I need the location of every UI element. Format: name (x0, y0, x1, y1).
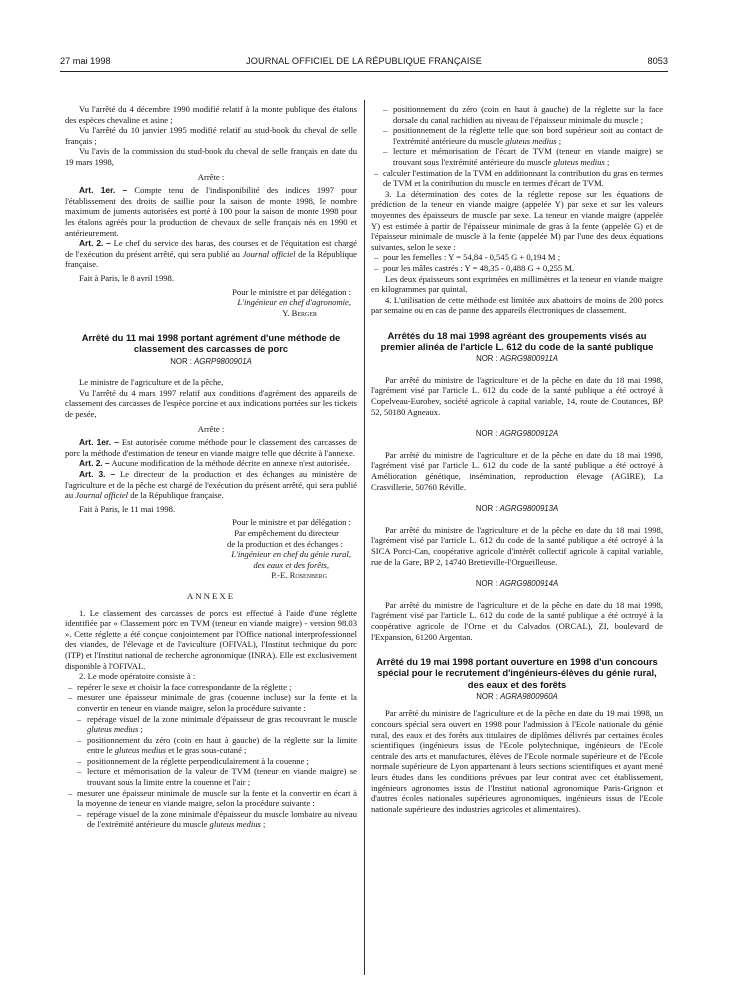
article-label: Art. 2. – (79, 458, 110, 469)
muscle-name: gluteus medius (553, 156, 605, 167)
nor-code: AGRG9800911A (499, 354, 558, 364)
article-label: Art. 2. – (79, 238, 111, 249)
column-divider (364, 100, 365, 975)
annexe-paragraph: 4. L'utilisation de cette méthode est limitée aux abattoirs de moins de 200 porcs par semaine ou en cas de panne des appareils électroniques de classement. (371, 294, 663, 316)
nor-label: NOR : (476, 691, 498, 701)
list-item: – lecture et mémorisation de la valeur de TVM (teneur en viande maigre) se trouvant sous la limite entre la couenne et l'air ; (65, 766, 357, 787)
article-text: Le chef du service des haras, des courses et de l'équitation est chargé de l'exécution du présent arrêté, qui sera publié au (65, 238, 357, 259)
nor-code: AGRG9800912A (499, 429, 559, 439)
equation-item: – pour les mâles castrés : Y = 48,35 - 0,488 G + 0,255 M. (371, 263, 663, 274)
list-item: – repérer le sexe et choisir la face correspondante de la réglette ; (65, 682, 357, 693)
muscle-name: gluteus medius (114, 745, 167, 756)
vu-paragraph: Vu l'arrêté du 4 décembre 1990 modifié relatif à la monte publique des étalons des espèces chevaline et asine ; (65, 104, 357, 125)
signature-name: Y. Berger (282, 307, 317, 318)
decree-paragraph: Par arrêté du ministre de l'agriculture et de la pêche en date du 19 mai 1998, un concours spécial sera ouvert en 1998 pour l'admission à l'Ecole nationale du génie rural, des eaux et des forêts aux titulaires de diplômes délivrés par certaines écoles scientifiques (ingénieurs issus de l'Ecole polytechnique, ingénieurs de l'Ecole centrale des arts et manufactures, élèves de l'Ecole normale supérieure et de l'Ecole normale supérieure de Lyon appartenant à leurs sections scientifiques et ayant mené leurs études dans les conditions prévues par leur contrat avec cet établissement, ingénieurs agronomes issus de l'Institut national agronomique Paris-Grignon et d'autres écoles nationales supérieures agronomiques, ingénieurs issus de l'Ecole nationale supérieure des industries agricoles et alimentaires). (371, 708, 663, 814)
decree-title: Arrêtés du 18 mai 1998 agréant des groupements visés au premier alinéa de l'article L. 612 du code de la santé publique (380, 329, 654, 353)
list-item-text: repérage visuel de la zone minimale d'épaisseur de gras recouvrant le muscle (87, 713, 357, 724)
article-paragraph (65, 469, 357, 501)
arrete-heading: Arrête : (197, 171, 225, 182)
nor-code: AGRG9800914A (499, 579, 559, 589)
vu-paragraph: Vu l'arrêté du 10 janvier 1995 modifié relatif au stud-book du cheval de selle français ; (65, 125, 357, 146)
nor-reference (371, 579, 663, 590)
list-item: – positionnement de la réglette perpendiculairement à la couenne ; (65, 756, 357, 767)
list-item-text: repérage visuel de la zone minimale d'épaisseur du muscle lombaire au niveau de l'extrémité antérieure du muscle (87, 808, 357, 830)
agreement-paragraph: Par arrêté du ministre de l'agriculture et de la pêche en date du 18 mai 1998, l'agrément visé par l'article L. 612 du code de la santé publique a été octroyé à Copelveau-Eurobev, société agricole à capital variable, 14, route de Coutances, BP 52, 50180 Agneaux. (371, 374, 663, 417)
decree-title: Arrêté du 19 mai 1998 portant ouverture en 1998 d'un concours spécial pour le recrutement d'ingénieurs-élèves du génie rural, des eaux et des forêts (376, 656, 658, 690)
procedure-sublist (65, 714, 357, 788)
procedure-sublist (371, 104, 663, 168)
article-text: Compte tenu de l'indisponibilité des indices 1997 pour l'établissement des droits de saillie pour la saison de monte 1998, le nombre maximum de juments autorisées est porté à 100 pour la saison de monte 1998 pour les étalons agréés pour la production de chevaux de selle français nés en 1990 et antérieurement. (65, 185, 357, 238)
list-item-text: positionnement du zéro (coin en haut à gauche) de la réglette sur la limite entre le (87, 734, 357, 756)
nor-reference (371, 504, 663, 515)
article-text: Le directeur de la production et des échanges au ministère de l'agriculture et de la pêche est chargé de l'exécution du présent arrêté, qui sera publié au (65, 469, 357, 501)
list-item: – positionnement du zéro (coin en haut à gauche) de la réglette sur la face dorsale du canal rachidien au niveau de l'épaisseur minimale du muscle ; (371, 104, 663, 125)
decree-title: Arrêté du 11 mai 1998 portant agrément d'une méthode de classement des carcasses de porc (81, 332, 341, 355)
journal-reference: Journal officiel (75, 490, 129, 501)
list-item-text: ; (606, 156, 610, 167)
list-item-text: ; (140, 724, 143, 735)
list-item (371, 125, 663, 146)
journal-reference: Journal officiel (242, 248, 296, 259)
nor-reference (371, 692, 663, 703)
article-text: de la République française. (65, 248, 357, 270)
nor-reference (371, 354, 663, 365)
procedure-list (65, 682, 357, 714)
left-column (65, 104, 357, 830)
signature-title: L'ingénieur en chef du génie rural, (231, 549, 351, 560)
signature-line: de la production et des échanges : (227, 538, 343, 549)
vu-paragraph: Vu l'arrêté du 4 mars 1997 relatif aux conditions d'agrément des appareils de classement des carcasses de l'espèce porcine et aux indications portées sur les tickets de pesée, (65, 387, 357, 420)
signature-line: Pour le ministre et par délégation : (232, 286, 351, 297)
annexe-heading: ANNEXE (186, 590, 236, 601)
date-line: Fait à Paris, le 11 mai 1998. (79, 503, 176, 514)
list-item: – mesurer une épaisseur minimale de gras (couenne incluse) sur la fente et la convertir en teneur en viande maigre, selon la procédure suivante : (65, 692, 357, 713)
article-paragraph (65, 185, 357, 238)
procedure-list (371, 168, 663, 189)
article-label: Art. 1er. – (79, 185, 128, 196)
article-label: Art. 1er. – (79, 437, 119, 448)
date-line: Fait à Paris, le 8 avril 1998. (79, 272, 174, 283)
header-date: 27 mai 1998 (60, 56, 111, 66)
nor-reference (371, 429, 663, 440)
procedure-list (65, 788, 357, 809)
muscle-name: gluteus medius (87, 724, 139, 735)
nor-label: NOR : (476, 354, 498, 364)
procedure-sublist (65, 809, 357, 830)
article-paragraph (65, 437, 357, 458)
equation-list (371, 252, 663, 273)
muscle-name: gluteus medius (209, 819, 261, 830)
agreement-paragraph: Par arrêté du ministre de l'agriculture et de la pêche en date du 18 mai 1998, l'agrément visé par l'article L. 612 du code de la santé publique a été octroyé à Amélioration génétique, insémination, reproduction élevage (AGIRE), La Crasvillerie, 50760 Réville. (371, 449, 663, 492)
article-text: Est autorisée comme méthode pour le classement des carcasses de porc la méthode d'estimation de teneur en viande maigre telle que décrite à l'annexe. (65, 437, 357, 458)
equation-item: – pour les femelles : Y = 54,84 - 0,545 G + 0,194 M ; (371, 252, 663, 263)
signature-line: Pour le ministre et par délégation : (232, 517, 351, 528)
vu-paragraph: Vu l'avis de la commission du stud-book du cheval de selle français en date du 19 mars 1998, (65, 146, 357, 167)
nor-code: AGRA9800960A (500, 691, 558, 701)
annexe-paragraph: 3. La détermination des cotes de la réglette repose sur les équations de prédiction de la teneur en viande maigre (appelée Y) par sexe et sur les valeurs moyennes des épaisseurs de muscle par sexe. La teneur en viande maigre (appelée Y) est estimée à partir de l'épaisseur minimale de gras à la fente (appelée G) et de l'épaisseur minimale de muscle à la fente (appelée M) par l'une des deux équations suivantes, selon le sexe : (371, 188, 663, 252)
list-item-text: ; (263, 819, 266, 830)
signature-title: L'ingénieur en chef d'agronomie, (237, 297, 351, 308)
signature-name: P.-E. Rosenberg (271, 570, 327, 581)
agreement-paragraph: Par arrêté du ministre de l'agriculture et de la pêche en date du 18 mai 1998, l'agrément visé par l'article L. 612 du code de la santé publique a été octroyé à la SICA Porci-Can, coopérative agricole d'intérêt collectif agricole à capital variable, rue de la Gare, BP 2, 14740 Bretteville-l'Orgueilleuse. (371, 524, 663, 567)
article-paragraph (65, 238, 357, 270)
agreement-paragraph: Par arrêté du ministre de l'agriculture et de la pêche en date du 18 mai 1998, l'agrément visé par l'article L. 612 du code de la santé publique a été octroyé à la coopérative agricole de l'Orne et du Calvados (ORCAL), ZI, boulevard de l'Expansion, 61200 Argentan. (371, 599, 663, 642)
nor-label: NOR : (475, 579, 498, 589)
article-text: Aucune modification de la méthode décrite en annexe n'est autorisée. (111, 458, 350, 469)
arrete-heading: Arrête : (197, 423, 225, 434)
nor-label: NOR : (170, 356, 192, 366)
nor-code: AGRP9800901A (194, 356, 252, 366)
list-item (65, 714, 357, 735)
annexe-paragraph: Les deux épaisseurs sont exprimées en millimètres et la teneur en viande maigre en kilogrammes par quintal. (371, 273, 663, 295)
header-rule (60, 71, 668, 72)
article-paragraph (65, 458, 357, 469)
list-item-text: positionnement de la réglette telle que son bord supérieur soit au contact de l'extrémité antérieure du muscle (393, 125, 663, 146)
nor-label: NOR : (475, 429, 498, 439)
list-item (65, 735, 357, 756)
right-column (371, 104, 663, 814)
nor-code: AGRG9800913A (499, 504, 559, 514)
minister-line: Le ministre de l'agriculture et de la pêche, (79, 377, 224, 388)
nor-label: NOR : (475, 504, 498, 514)
running-header (60, 56, 668, 70)
list-item-text: ; (558, 135, 562, 146)
muscle-name: gluteus medius (505, 135, 557, 146)
signature-line: Par empêchement du directeur (234, 528, 339, 538)
article-text: de la République française. (130, 490, 224, 501)
list-item (65, 809, 357, 830)
header-page-number: 8053 (647, 56, 668, 66)
list-item-text: et le gras sous-cutané ; (168, 745, 247, 756)
list-item (371, 146, 663, 167)
list-item: – calculer l'estimation de la TVM en additionnant la contribution du gras en termes de TVM et la contribution du muscle en termes d'écart de TVM. (371, 168, 663, 189)
annexe-paragraph: 2. Le mode opératoire consiste à : (79, 671, 196, 682)
signature-title: des eaux et des forêts, (253, 559, 329, 570)
list-item-text: lecture et mémorisation de l'écart de TVM (teneur en viande maigre) se trouvant sous l'extrémité antérieure du muscle (393, 146, 663, 167)
list-item: – mesurer une épaisseur minimale de muscle sur la fente et la convertir en écart à la moyenne de teneur en viande maigre, selon la procédure suivante : (65, 788, 357, 809)
annexe-paragraph: 1. Le classement des carcasses de porcs est effectué à l'aide d'une réglette identifiée par « Classement porc en TVM (teneur en viande maigre) - version 98.03 ». Cette réglette a été conçue conjointement par l'Office national interprofessionnel des viandes, de l'élevage et de l'aviculture (OFIVAL), l'Institut technique du porc (ITP) et l'Institut national de recherche agronomique (INRA). Elle est exclusivement disponible à l'OFIVAL. (65, 607, 357, 671)
header-journal-title: JOURNAL OFFICIEL DE LA RÉPUBLIQUE FRANÇAISE (246, 56, 482, 66)
nor-reference (65, 357, 357, 368)
article-label: Art. 3. – (79, 469, 116, 480)
